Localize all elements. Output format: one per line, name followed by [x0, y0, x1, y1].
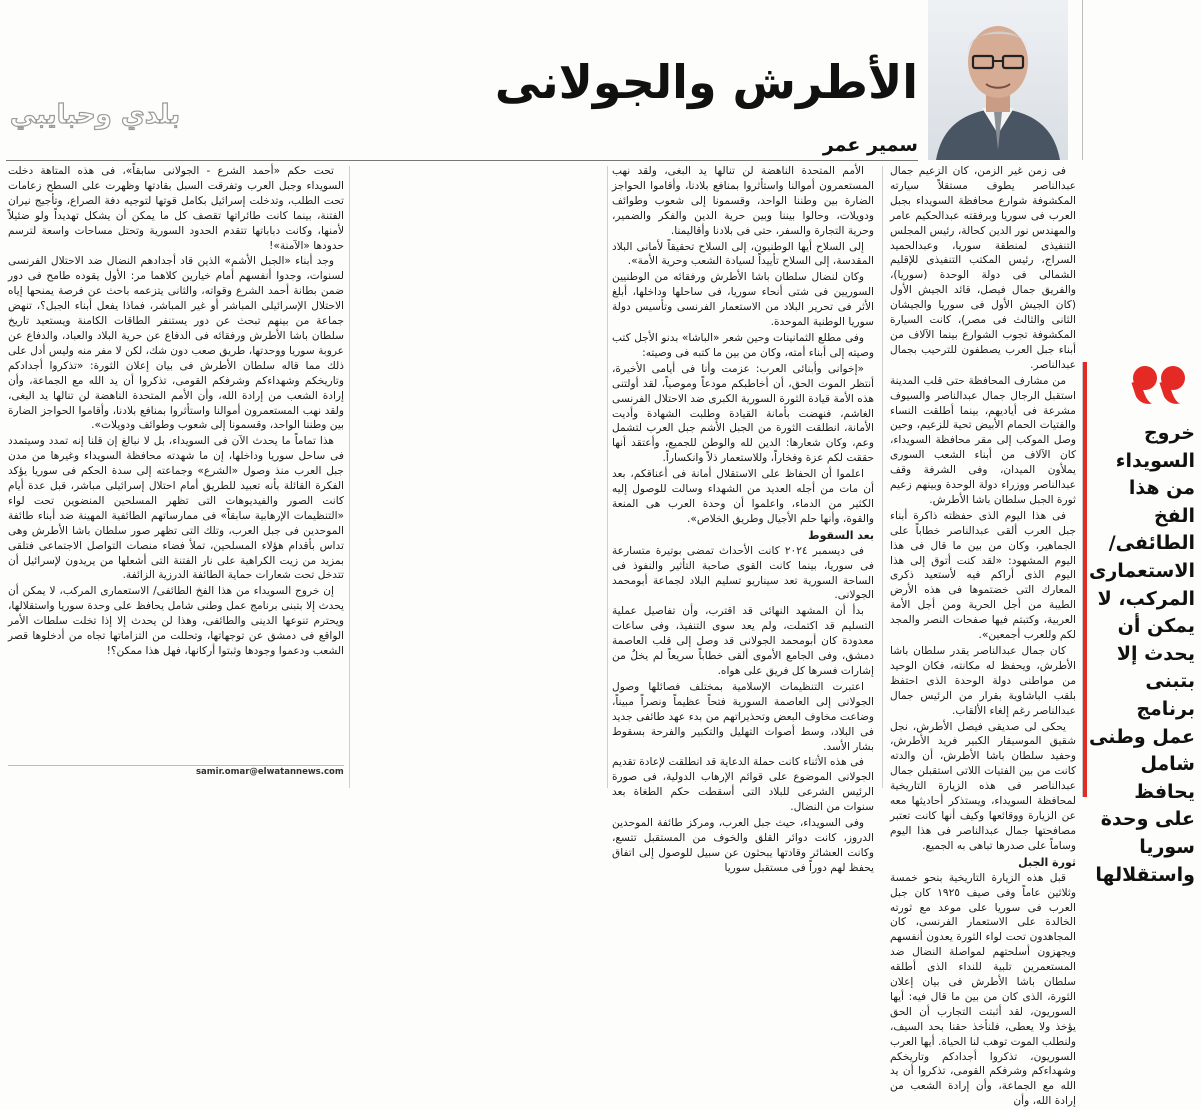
article-title: الأطرش والجولانى: [494, 55, 918, 109]
paragraph: فى هذه الأثناء كانت حملة الدعاية قد انطلقت لإعادة تقديم الجولانى الموضوع على قوائم الإرهاب الدولية، فى صورة الرئيس الشرعى للبلاد التى أسقطت حكم الطغاة بعد سنوات من النضال.: [612, 756, 874, 814]
paragraph: تحت حكم «أحمد الشرع - الجولانى سابقاً»، فى هذه المتاهة دخلت السويداء وجبل العرب وتفرقت السبل بقادتها وظهرت على السطح زعامات تحت الطلب، وتدخلت إسرائيل بكامل قوتها لتوجيه دفة الصراع، وتأجيج نيران الفتنة، بينما كانت طائراتها تقصف كل ما يمكن أن يشكل تهديداً ولو ضئيلاً لأمنها، وكانت دباباتها تتقدم الحدود السورية وتحتل مساحات واسعة لترسم حدودها «الآمنة»!: [8, 165, 344, 252]
paragraph: فى زمن غير الزمن، كان الزعيم جمال عبدالناصر يطوف مستقلاً سيارته المكشوفة شوارع محافظة السويداء بجبل العرب فى سوريا وبرفقته عبدالحكيم عامر والمهندس نور الدين كحالة، رئيس المجلس التنفيذى لمنطقة سوريا، وعبدالحميد السراج، رئيس المكتب التنفيذى للإقليم الشمالى فى دولة الوحدة (سوريا)، والفريق جمال فيصل، قائد الجيش الأول (كان الجيش الأول فى سوريا والجيشان الثانى والثالث فى مصر)، كانت السيارة المكشوفة تجوب الشوارع بينما الآلاف من أبناء جبل العرب يصطفون للترحيب بجمال عبدالناصر.: [890, 165, 1076, 371]
header-divider: [6, 160, 918, 161]
paragraph: وكان لنضال سلطان باشا الأطرش ورفقائه من الوطنيين السوريين فى شتى أنحاء سوريا، فى ساحلها وداخلها، أبلغ الأثر فى تحرير البلاد من الاستعمار الفرنسى وتأسيس دولة سوريا الوطنية الموحدة.: [612, 271, 874, 329]
paragraph: وجد أبناء «الجبل الأشم» الذين قاد أجدادهم النضال ضد الاحتلال الفرنسى لسنوات، وجدوا أنفسهم أمام خيارين كلاهما مر: الأول يقوده طامح فى دور ضمن بطانة أحمد الشرع وقواته، والثانى يتزعمه باحث عن فرصة يمنحها إياه الاحتلال الإسرائيلى المباشر أو غير المباشر، فماذا يفعل أبناء الجبل؟، تنهض جماعة من بينهم تبحث عن دور يستنفر الطاقات الكامنة ويستعيد تاريخ سلطان باشا الأطرش ورفقائه فى الدفاع عن حرية البلاد والعباد، والدفاع عن عروبة سوريا ووحدتها، طريق صعب دون شك، لكن لا مفر منه وليس أدل على ذلك مما قاله سلطان الأطرش فى بيان إعلان الثورة: «تذكروا أجدادكم وتاريخكم وشهداءكم وشرفكم القومى، تذكروا أن يد الله مع الجماعة، وأن إرادة الشعب من إرادة الله، وأن الأمم المتحدة الناهضة لن تنالها يد البغى، ولقد نهب المستعمرون أموالنا واستأثروا بمنافع بلادنا، وأقاموا الحواجز الضارة بين وطننا الواحد، وقسمونا إلى شعوب وطوائف ودويلات».: [8, 255, 344, 432]
column-divider: [607, 166, 608, 788]
column-divider: [882, 166, 883, 788]
paragraph: فى هذا اليوم الذى حفظته ذاكرة أبناء جبل العرب ألقى عبدالناصر خطاباً على الجماهير، وكان من بين ما قال فى هذا اليوم المشهود: «لقد كنت أتوق إلى هذا اليوم الذى أراكم فيه لأستعيد ذكرى المعارك التى خضتموها فى هذه الأرض الطيبة من أجل الحرية ومن أجل الأمة العربية، وكتبتم فيها صفحات النصر والمجد لكم وللعرب أجمعين».: [890, 509, 1076, 642]
author-name: سمير عمر: [822, 134, 918, 156]
paragraph: وفى السويداء، حيث جبل العرب، ومركز طائفة الموحدين الدروز، كانت دوائر القلق والخوف من المستقبل تتسع، وكانت العشائر وقادتها يبحثون عن سبيل للوصول إلى اتفاق يحفظ لهم دوراً فى مستقبل سوريا: [612, 817, 874, 874]
author-email: samir.omar@elwatannews.com: [196, 767, 344, 777]
paragraph: إلى السلاح أيها الوطنيون، إلى السلاح تحقيقاً لأمانى البلاد المقدسة، إلى السلاح تأييداً لسيادة الشعب وحرية الأمة».: [612, 240, 874, 268]
paragraph: وفى مطلع الثمانينات وحين شعر «الباشا» بدنو الأجل كتب وصيته إلى أبناء أمته، وكان من بين ما كتبه فى وصيته:: [612, 331, 874, 359]
column-logo: بلدي وحبايبي: [9, 100, 181, 130]
article-column-3: [8, 164, 344, 762]
paragraph: بدأ أن المشهد النهائى قد اقترب، وأن تفاصيل عملية التسليم قد اكتملت، ولم يعد سوى التنفيذ، وفى ساعات معدودة كان أبومحمد الجولانى قد وصل إلى قلب العاصمة دمشق، وفى الجامع الأموى ألقى خطاباً سريعاً لم يخلُ من إشارات فسرها كل فريق على هواه.: [612, 605, 874, 677]
paragraph: من مشارف المحافظة حتى قلب المدينة استقبل الرجال جمال عبدالناصر والسيوف مشرعة فى أياديهم، بينما أطلقت النساء والفتيات الحمام الأبيض تحية للزعيم، وحين وصل الموكب إلى مقر محافظة السويداء، كان الآلاف من أبناء الشعب السورى يملأون الميدان، وفى الشرفة وقف عبدالناصر ووزراء دولة الوحدة وبينهم زعيم ثورة الجبل سلطان باشا الأطرش.: [890, 374, 1076, 506]
article-column-1: [890, 164, 1076, 1108]
author-photo: [928, 0, 1068, 160]
section-heading: بعد السقوط: [808, 528, 874, 542]
quote-icon: [1131, 366, 1187, 418]
paragraph: اعلموا أن الحفاظ على الاستقلال أمانة فى أعناقكم، بعد أن مات من أجله العديد من الشهداء وسالت للوصول إليه الكثير من الدماء، واعلموا أن وحدة العرب هى المنعة والقوة، وأنها حلم الأجيال وطريق الخلاص».: [612, 468, 874, 525]
author-photo-icon: [928, 0, 1068, 160]
photo-divider: [1082, 0, 1083, 160]
pull-quote-box: [1082, 362, 1201, 886]
paragraph: «إخوانى وأبنائى العرب: عزمت وأنا فى أيامى الأخيرة، أنتظر الموت الحق، أن أخاطبكم مودعاً وموصياً، لقد أولتنى هذه الأمة قيادة الثورة السورية الكبرى ضد الاحتلال الفرنسى الغاشم، فنهضت بأمانة القيادة وطلبت الشهادة وأديت الأمانة، انطلقت الثورة من الجبل الأشم جبل العرب لتشمل وعم، وكان شعارها: الدين لله والوطن للجميع، وأعتقد أنها حققت لكم عزة وفخاراً، وللاستعمار ذلاً وانكساراً.: [612, 362, 874, 465]
accent-bar: [1083, 362, 1087, 797]
paragraph: الأمم المتحدة الناهضة لن تنالها يد البغى، ولقد نهب المستعمرون أموالنا واستأثروا بمنافع بلادنا، وأقاموا الحواجز الضارة بين وطننا الواحد، وقسمونا إلى شعوب وطوائف ودويلات، وحالوا بيننا وبين حرية الدين والفكر والضمير، وحرية التجارة والسفر، حتى فى بلادنا وأقاليمنا.: [612, 165, 874, 237]
paragraph: يحكى لى صديقى فيصل الأطرش، نجل شقيق الموسيقار الكبير فريد الأطرش، وحفيد سلطان باشا الأطرش، أن والدته كانت من بين الفتيات اللاتى استقبلن جمال عبدالناصر فى هذه الزيارة التاريخية لمحافظة السويداء، ويستذكر أحاديثها معه عن الزيارة ووقائعها وكيف أنها كانت تعتبر مصافحتها جمال عبدالناصر فى هذا اليوم وساماً على صدرها تباهى به الجميع.: [890, 720, 1076, 852]
email-divider: [8, 765, 344, 766]
article-column-2: [612, 164, 874, 874]
paragraph: إن خروج السويداء من هذا الفخ الطائفى/ الاستعمارى المركب، لا يمكن أن يحدث إلا بتبنى برنامج عمل وطنى شامل يحافظ على وحدة سوريا واستقلالها، ويحترم تنوعها الدينى والطائفى، وهذا لن يحدث إلا إذا تخلت سلطات الأمر الواقع فى دمشق عن توجهاتها، وتحللت من التزاماتها تجاه من أدخلوها قصر الشعب ودعموا وجودها وثبتوا أركانها، فهل هذا ممكن؟!: [8, 585, 344, 657]
pull-quote-text: خروج السويداء من هذا الفخ الطائفى/ الاستعمارى المركب، لا يمكن أن يحدث إلا بتبنى برنامج عمل وطنى شامل يحافظ على وحدة سوريا واستقلالها: [1088, 422, 1195, 886]
paragraph: فى ديسمبر ٢٠٢٤ كانت الأحداث تمضى بوتيرة متسارعة فى سوريا، بينما كانت القوى صاحبة التأثير والنفوذ فى الساحة السورية تعد سيناريو تسليم البلاد لجماعة أبومحمد الجولانى.: [612, 544, 874, 602]
column-divider: [349, 166, 350, 788]
paragraph: هذا تماماً ما يحدث الآن فى السويداء، بل لا نبالغ إن قلنا إنه تمدد وسيتمدد فى ساحل سوريا وداخلها، إن ما شهدته محافظة السويداء وغيرها من مدن جبل العرب منذ وصول «الشرع» وجماعته إلى سدة الحكم فى سوريا يؤكد الفكرة القائلة بأنه تعبيد للطريق أمام احتلال إسرائيلى مباشر، قبل عدة أيام كانت الصور والفيديوهات التى تظهر المسلحين المنضوين تحت لواء «التنظيمات الإرهابية سابقاً» فى ممارساتهم الطائفية المهينة ضد أبناء طائفة الموحدين فى جبل العرب، وتلك التى تظهر صور سلطان باشا الأطرش وهى تداس بأقدام هؤلاء المسلحين، تملأ فضاء منصات التواصل الاجتماعى فتلقى بمزيد من زيت الكراهية على نار الفتنة التى أشعلها من يريدون لإسرائيل أن تتدخل تحت شعارات حماية الطائفة الدرزية الزائفة.: [8, 435, 344, 582]
section-heading: ثورة الجبل: [1018, 855, 1076, 869]
paragraph: كان جمال عبدالناصر يقدر سلطان باشا الأطرش، ويحفظ له مكانته، فكان الوحيد من مواطنى دولة الوحدة الذى احتفظ بلقب الباشاوية بقرار من الرئيس جمال عبدالناصر رغم إلغاء الألقاب.: [890, 645, 1076, 717]
paragraph: قبل هذه الزيارة التاريخية بنحو خمسة وثلاثين عاماً وفى صيف ١٩٢٥ كان جبل العرب فى سوريا على موعد مع ثورته الخالدة على الاستعمار الفرنسى، كان المجاهدون تحت لواء الثورة يعدون أنفسهم ويجهزون أسلحتهم لمواصلة النضال ضد المستعمرين تلبية للنداء الذى أطلقه سلطان باشا الأطرش فى بيان إعلان الثورة، الذى كان من بين ما قال فيه: أيها السوريون، لقد أثبتت التجارب أن الحق يؤخذ ولا يعطى، فلنأخذ حقنا بحد السيف، ولنطلب الموت توهب لنا الحياة. أيها العرب السوريون، تذكروا أجدادكم وتاريخكم وشهداءكم وشرفكم القومى، تذكروا أن يد الله مع الجماعة، وأن إرادة الشعب من إرادة الله، وأن: [890, 871, 1076, 1108]
paragraph: اعتبرت التنظيمات الإسلامية بمختلف فصائلها وصول الجولانى إلى العاصمة السورية فتحاً عظيماً ونصراً مبيناً، وضاعت مخاوف البعض وتحذيراتهم من بدء عهد طائفى جديد فى البلاد، وسط أصوات التهليل والتكبير والفرحة بسقوط بشار الأسد.: [612, 680, 874, 753]
